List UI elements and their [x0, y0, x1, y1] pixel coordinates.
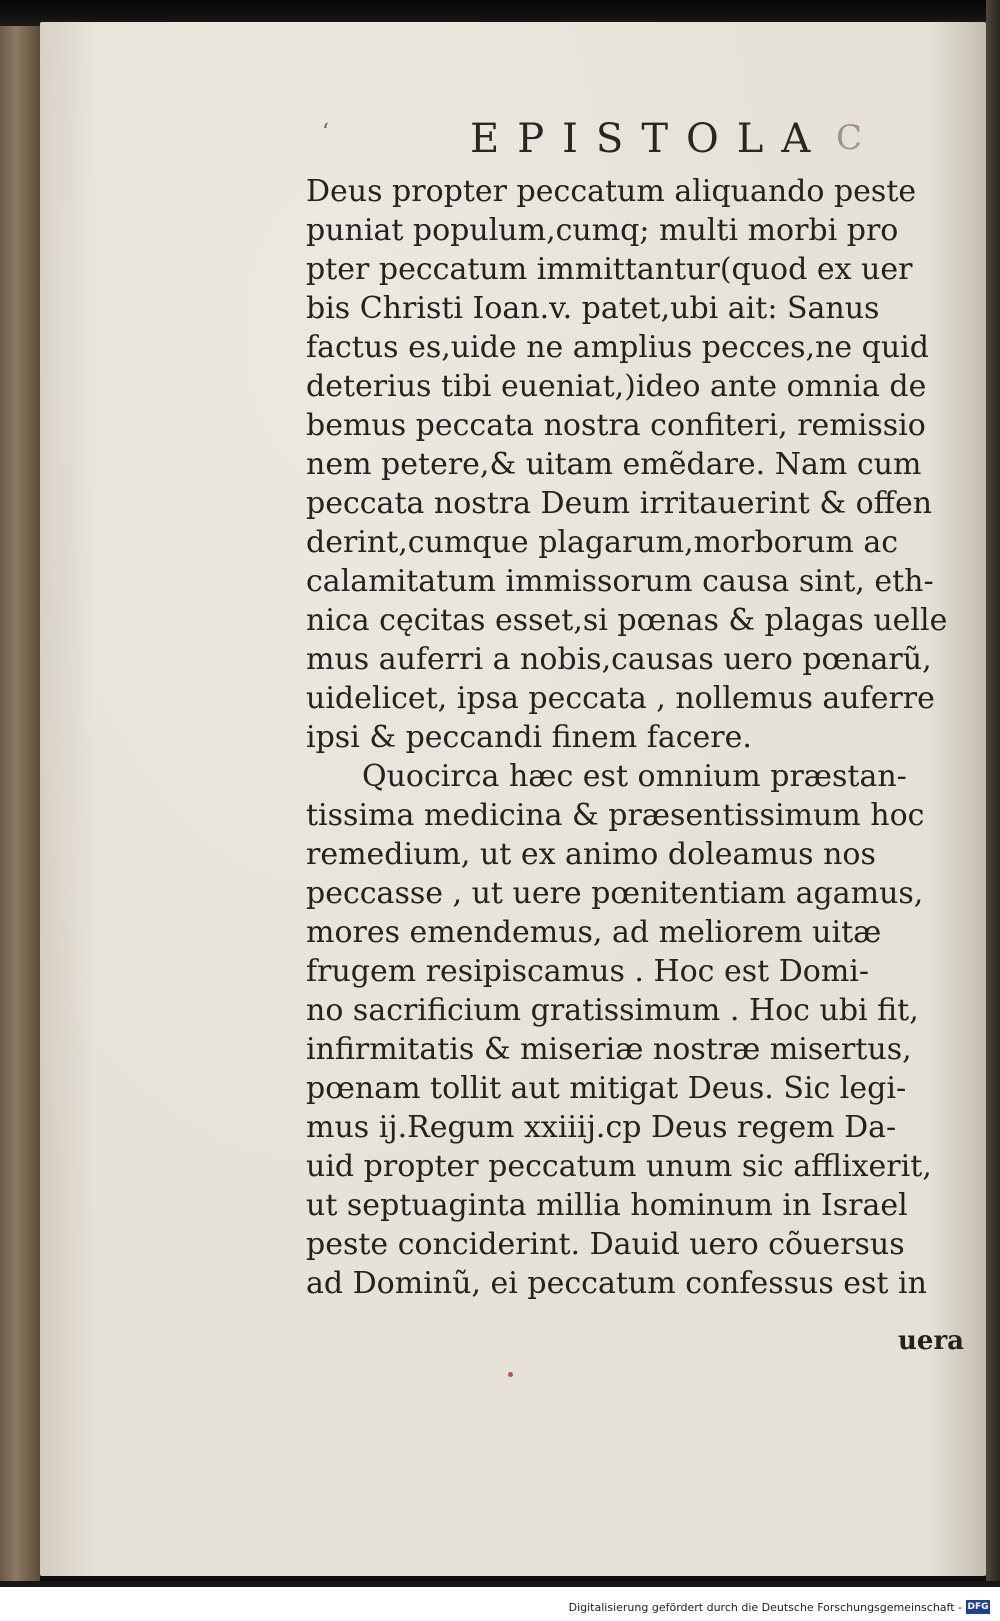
text-line: peccasse , ut uere pœnitentiam agamus,: [306, 876, 924, 911]
text-line: pter peccatum immittantur(quod ex uer: [306, 252, 913, 287]
text-line: bis Christi Ioan.v. patet,ubi ait: Sanus: [306, 291, 880, 326]
text-line: Quocirca hæc est omnium præstan-: [362, 759, 907, 794]
text-line: mus ij.Regum xxiiij.cp Deus regem Da-: [306, 1110, 897, 1145]
text-line: factus es,uide ne amplius pecces,ne quid: [306, 330, 929, 365]
text-line: pœnam tollit aut mitigat Deus. Sic legi-: [306, 1071, 907, 1106]
text-line: ad Dominũ, ei peccatum confessus est in: [306, 1266, 927, 1301]
text-line: ut septuaginta millia hominum in Israel: [306, 1188, 908, 1223]
catchword: uera: [898, 1326, 964, 1356]
text-line: tissima medicina & præsentissimum hoc: [306, 798, 925, 833]
book-fore-edge: [986, 0, 1000, 1581]
text-line: ipsi & peccandi finem facere.: [306, 720, 752, 755]
ink-speck: [508, 1372, 513, 1377]
text-line: mus auferri a nobis,causas uero pœnarũ,: [306, 642, 932, 677]
text-line: puniat populum,cumq; multi morbi pro: [306, 213, 899, 248]
text-line: no sacrificium gratissimum . Hoc ubi fit,: [306, 993, 919, 1028]
text-line: infirmitatis & miseriæ nostræ misertus,: [306, 1032, 912, 1067]
page-body-text: [306, 172, 966, 1303]
digitization-credit: Digitalisierung gefördert durch die Deutsche Forschungsgemeinschaft -: [568, 1601, 962, 1614]
text-line: uid propter peccatum unum sic afflixerit,: [306, 1149, 932, 1184]
text-line: bemus peccata nostra confiteri, remissio: [306, 408, 926, 443]
text-line: nica cęcitas esset,si pœnas & plagas uelle: [306, 603, 948, 638]
book-spine-edge: [0, 26, 40, 1581]
dfg-logo: DFG: [967, 1602, 989, 1612]
text-line: remedium, ut ex animo doleamus nos: [306, 837, 876, 872]
text-line: uidelicet, ipsa peccata , nollemus auferre: [306, 681, 935, 716]
scan-bottom-edge: [0, 1581, 1000, 1587]
text-line: mores emendemus, ad meliorem uitæ: [306, 915, 882, 950]
text-line: derint,cumque plagarum,morborum ac: [306, 525, 899, 560]
head-mark-left: ‘: [322, 120, 329, 145]
text-line: deterius tibi eueniat,)ideo ante omnia de: [306, 369, 927, 404]
text-line: Deus propter peccatum aliquando peste: [306, 174, 917, 209]
text-line: calamitatum immissorum causa sint, eth-: [306, 564, 934, 599]
text-line: nem petere,& uitam emẽdare. Nam cum: [306, 447, 922, 482]
text-line: peste conciderint. Dauid uero cõuersus: [306, 1227, 905, 1262]
text-line: peccata nostra Deum irritauerint & offen: [306, 486, 933, 521]
text-line: frugem resipiscamus . Hoc est Domi-: [306, 954, 870, 989]
running-head: EPISTOLA: [470, 116, 829, 162]
head-mark-right: C: [836, 118, 863, 158]
